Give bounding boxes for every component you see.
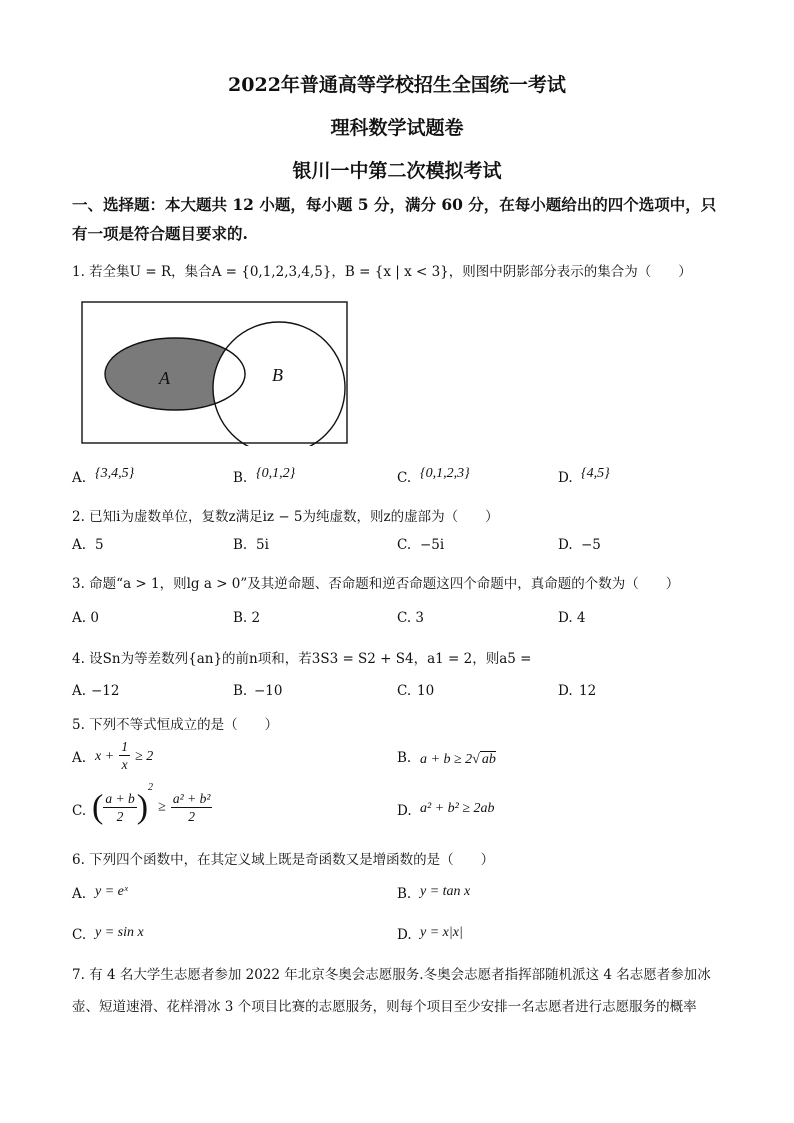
question-2-stem: 2. 已知i为虚数单位，复数z满足iz − 5为纯虚数，则z的虚部为（ ） bbox=[72, 509, 499, 525]
exam-school-title: 银川一中第二次模拟考试 bbox=[292, 160, 502, 182]
q5-option-a bbox=[95, 738, 153, 773]
q5-option-c bbox=[92, 782, 212, 827]
q5-option-c-label: C. bbox=[72, 803, 87, 819]
q5-option-a-num: 1 bbox=[121, 739, 129, 754]
q6-option-b-label: B. bbox=[397, 886, 412, 902]
q5-option-c-fraction-1 bbox=[103, 790, 136, 825]
section-heading-line1: 一、选择题：本大题共 12 小题，每小题 5 分，满分 60 分，在每小题给出的四个选项中，只 bbox=[72, 195, 717, 214]
q3-option-d: D. 4 bbox=[558, 610, 586, 626]
q5-option-a-post: ≥ 2 bbox=[135, 749, 154, 764]
question-3-stem: 3. 命题“a > 1，则lg a > 0”及其逆命题、否命题和逆否命题这四个命题中，真命题的个数为（ ） bbox=[72, 576, 680, 592]
q6-option-c-label: C. bbox=[72, 927, 87, 943]
q1-option-d: {4,5} bbox=[581, 466, 610, 481]
q4-option-c: 10 bbox=[417, 683, 435, 699]
left-paren-icon: ( bbox=[92, 788, 104, 826]
q5-option-b-label: B. bbox=[397, 750, 412, 766]
q5-option-a-den: x bbox=[121, 757, 128, 772]
right-paren-icon: ) bbox=[136, 788, 149, 826]
q4-option-d: 12 bbox=[579, 683, 597, 699]
q4-option-b-label: B. bbox=[233, 683, 248, 699]
q1-option-b: {0,1,2} bbox=[256, 466, 296, 481]
q2-option-b: 5i bbox=[256, 537, 269, 553]
q5-option-c-num: a + b bbox=[105, 791, 135, 806]
q4-option-a-label: A. bbox=[72, 683, 87, 699]
venn-label-a: A bbox=[159, 368, 170, 388]
q5-option-c-den2: 2 bbox=[188, 809, 196, 824]
q6-option-a: y = eˣ bbox=[95, 884, 128, 899]
q5-option-b bbox=[420, 748, 496, 768]
exam-subtitle: 理科数学试题卷 bbox=[330, 117, 464, 139]
q1-option-c: {0,1,2,3} bbox=[420, 466, 470, 481]
q3-option-a: A. 0 bbox=[72, 610, 99, 626]
section-heading-line2: 有一项是符合题目要求的. bbox=[72, 224, 248, 243]
venn-label-b: B bbox=[272, 365, 283, 385]
q5-option-a-label: A. bbox=[72, 750, 87, 766]
q6-option-a-label: A. bbox=[72, 886, 87, 902]
q1-option-b-label: B. bbox=[233, 470, 248, 486]
q6-option-b: y = tan x bbox=[420, 884, 471, 899]
q6-option-c: y = sin x bbox=[95, 925, 144, 940]
q3-option-c: C. 3 bbox=[397, 610, 425, 626]
venn-diagram bbox=[80, 300, 350, 446]
question-7-line1: 7. 有 4 名大学生志愿者参加 2022 年北京冬奥会志愿服务.冬奥会志愿者指挥部随机派这 4 名志愿者参加冰 bbox=[72, 967, 711, 983]
question-1-stem: 1. 若全集U = R，集合A = {0,1,2,3,4,5}，B = {x | x < 3}，则图中阴影部分表示的集合为（ ） bbox=[72, 264, 692, 280]
q4-option-a: −12 bbox=[91, 683, 120, 699]
q2-option-d-label: D. bbox=[558, 537, 573, 553]
q2-option-c-label: C. bbox=[397, 537, 412, 553]
question-7-line2: 壶、短道速滑、花样滑冰 3 个项目比赛的志愿服务，则每个项目至少安排一名志愿者进行志愿服务的概率 bbox=[72, 999, 697, 1015]
q5-option-c-den: 2 bbox=[116, 809, 124, 824]
q5-option-a-fraction bbox=[119, 738, 130, 773]
q6-option-d: y = x|x| bbox=[420, 925, 463, 940]
q6-option-d-label: D. bbox=[397, 927, 412, 943]
q2-option-a: 5 bbox=[95, 537, 104, 553]
q5-option-a-pre: x + bbox=[95, 749, 115, 764]
q3-option-b: B. 2 bbox=[233, 610, 261, 626]
q2-option-d: −5 bbox=[581, 537, 601, 553]
q5-option-b-root: ab bbox=[481, 752, 496, 767]
q5-option-c-exp: 2 bbox=[148, 782, 154, 793]
q5-option-c-num2: a² + b² bbox=[172, 791, 211, 806]
q1-option-d-label: D. bbox=[558, 470, 573, 486]
q5-option-d: a² + b² ≥ 2ab bbox=[420, 801, 495, 816]
exam-title: 2022年普通高等学校招生全国统一考试 bbox=[228, 74, 566, 96]
question-5-stem: 5. 下列不等式恒成立的是（ ） bbox=[72, 717, 279, 733]
q4-option-c-label: C. bbox=[397, 683, 412, 699]
q5-option-c-ge: ≥ bbox=[158, 799, 166, 815]
q2-option-b-label: B. bbox=[233, 537, 248, 553]
q2-option-a-label: A. bbox=[72, 537, 87, 553]
q5-option-b-pre: a + b ≥ 2 bbox=[420, 752, 473, 767]
question-4-stem: 4. 设Sn为等差数列{an}的前n项和，若3S3 = S2 + S4，a1 = 2，则a5 = bbox=[72, 651, 532, 667]
q1-option-a: {3,4,5} bbox=[95, 466, 135, 481]
q1-option-c-label: C. bbox=[397, 470, 412, 486]
q5-option-c-fraction-2 bbox=[171, 790, 212, 825]
sqrt-icon: √ bbox=[472, 752, 480, 767]
q4-option-b: −10 bbox=[254, 683, 283, 699]
question-6-stem: 6. 下列四个函数中，在其定义域上既是奇函数又是增函数的是（ ） bbox=[72, 852, 495, 868]
q2-option-c: −5i bbox=[420, 537, 445, 553]
q4-option-d-label: D. bbox=[558, 683, 573, 699]
q1-option-a-label: A. bbox=[72, 470, 87, 486]
q5-option-d-label: D. bbox=[397, 803, 412, 819]
